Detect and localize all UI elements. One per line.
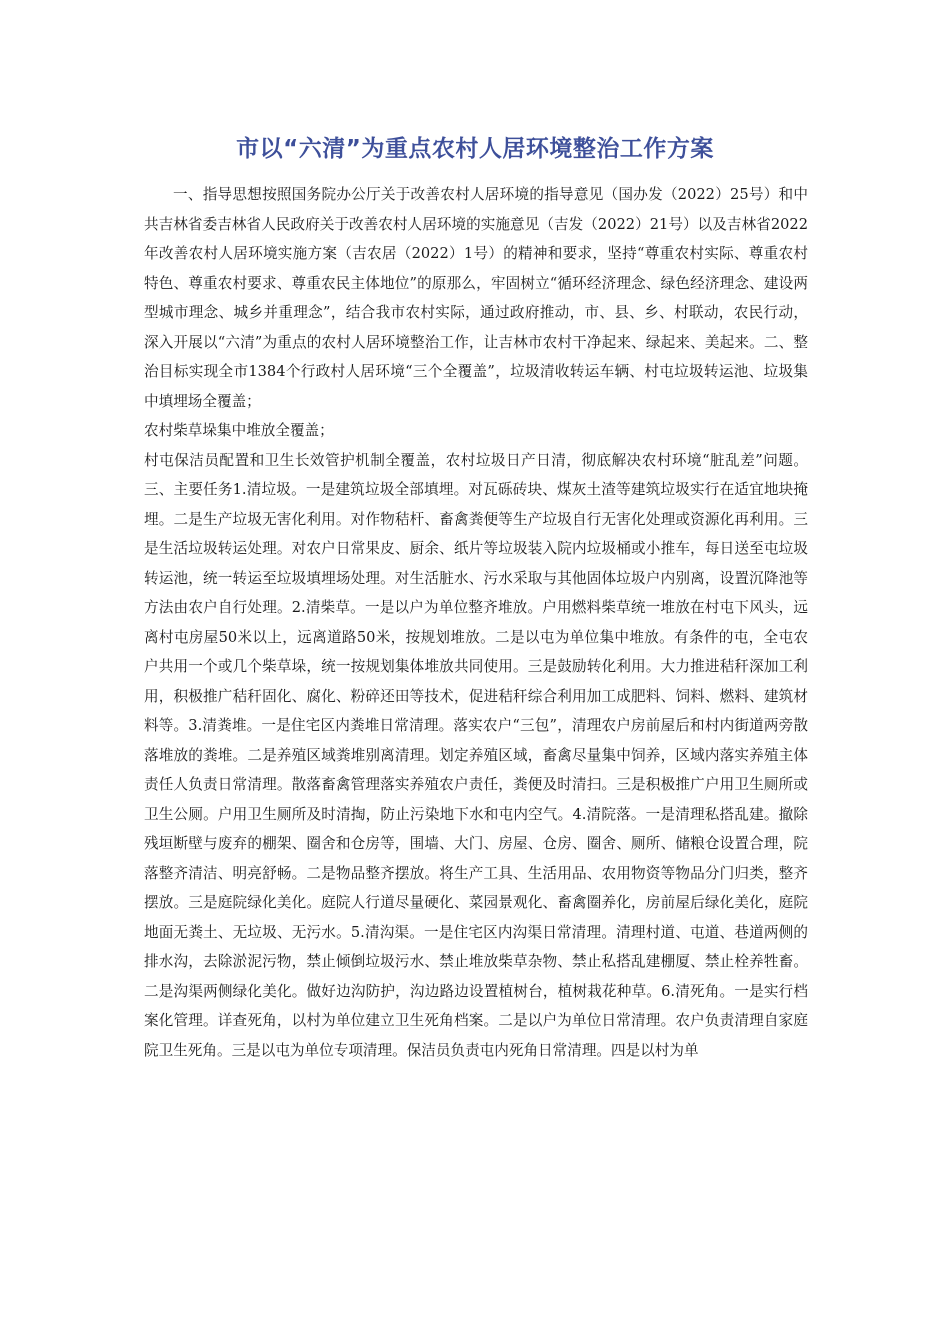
- paragraph-straw-coverage: 农村柴草垛集中堆放全覆盖；: [144, 422, 334, 439]
- paragraph-guiding-ideology: 一、指导思想按照国务院办公厅关于改善农村人居环境的指导意见（国办发（2022）25号）和中共吉林省委吉林省人民政府关于改善农村人居环境的实施意见（吉发（2022）21号）以及吉林省2022年改善农村人居环境实施方案（吉农居（2022）1号）的精神和要求，坚持“尊重农村实际、尊重农村特色、尊重农村要求、尊重农民主体地位”的原那么，牢固树立“循环经济理念、绿色经济理念、建设两型城市理念、城乡并重理念”，结合我市农村实际，通过政府推动，市、县、乡、村联动，农民行动，深入开展以“六清”为重点的农村人居环境整治工作，让吉林市农村干净起来、绿起来、美起来。二、整治目标实现全市1384个行政村人居环境“三个全覆盖”，垃圾清收转运车辆、村屯垃圾转运池、垃圾集中填埋场全覆盖；: [144, 186, 808, 410]
- paragraph-main-tasks: 村屯保洁员配置和卫生长效管护机制全覆盖，农村垃圾日产日清，彻底解决农村环境“脏乱差”问题。三、主要任务1.清垃圾。一是建筑垃圾全部填埋。对瓦砾砖块、煤灰土渣等建筑垃圾实行在适宜地块掩埋。二是生产垃圾无害化利用。对作物秸杆、畜禽粪便等生产垃圾自行无害化处理或资源化再利用。三是生活垃圾转运处理。对农户日常果皮、厨余、纸片等垃圾装入院内垃圾桶或小推车，每日送至屯垃圾转运池，统一转运至垃圾填埋场处理。对生活脏水、污水采取与其他固体垃圾户内别离，设置沉降池等方法由农户自行处理。2.清柴草。一是以户为单位整齐堆放。户用燃料柴草统一堆放在村屯下风头，远离村屯房屋50米以上，远离道路50米，按规划堆放。二是以屯为单位集中堆放。有条件的屯，全屯农户共用一个或几个柴草垛，统一按规划集体堆放共同使用。三是鼓励转化利用。大力推进秸秆深加工利用，积极推广秸秆固化、腐化、粉碎还田等技术，促进秸秆综合利用加工成肥料、饲料、燃料、建筑材料等。3.清粪堆。一是住宅区内粪堆日常清理。落实农户“三包”，清理农户房前屋后和村内街道两旁散落堆放的粪堆。二是养殖区域粪堆别离清理。划定养殖区域，畜禽尽量集中饲养，区域内落实养殖主体责任人负责日常清理。散落畜禽管理落实养殖农户责任，粪便及时清扫。三是积极推广户用卫生厕所或卫生公厕。户用卫生厕所及时清掏，防止污染地下水和屯内空气。4.清院落。一是清理私搭乱建。撤除残垣断壁与废弃的棚架、圈舍和仓房等，围墙、大门、房屋、仓房、圈舍、厕所、储粮仓设置合理，院落整齐清洁、明亮舒畅。二是物品整齐摆放。将生产工具、生活用品、农用物资等物品分门归类，整齐摆放。三是庭院绿化美化。庭院人行道尽量硬化、菜园景观化、畜禽圈养化，房前屋后绿化美化，庭院地面无粪土、无垃圾、无污水。5.清沟渠。一是住宅区内沟渠日常清理。清理村道、屯道、巷道两侧的排水沟，去除淤泥污物，禁止倾倒垃圾污水、禁止堆放柴草杂物、禁止私搭乱建棚厦、禁止栓养牲畜。二是沟渠两侧绿化美化。做好边沟防护，沟边路边设置植树台，植树栽花种草。6.清死角。一是实行档案化管理。详查死角，以村为单位建立卫生死角档案。二是以户为单位日常清理。农户负责清理自家庭院卫生死角。三是以屯为单位专项清理。保洁员负责屯内死角日常清理。四是以村为单: [144, 451, 808, 1059]
- document-body: [144, 180, 808, 1065]
- document-title: 市以“六清”为重点农村人居环境整治工作方案: [236, 136, 714, 162]
